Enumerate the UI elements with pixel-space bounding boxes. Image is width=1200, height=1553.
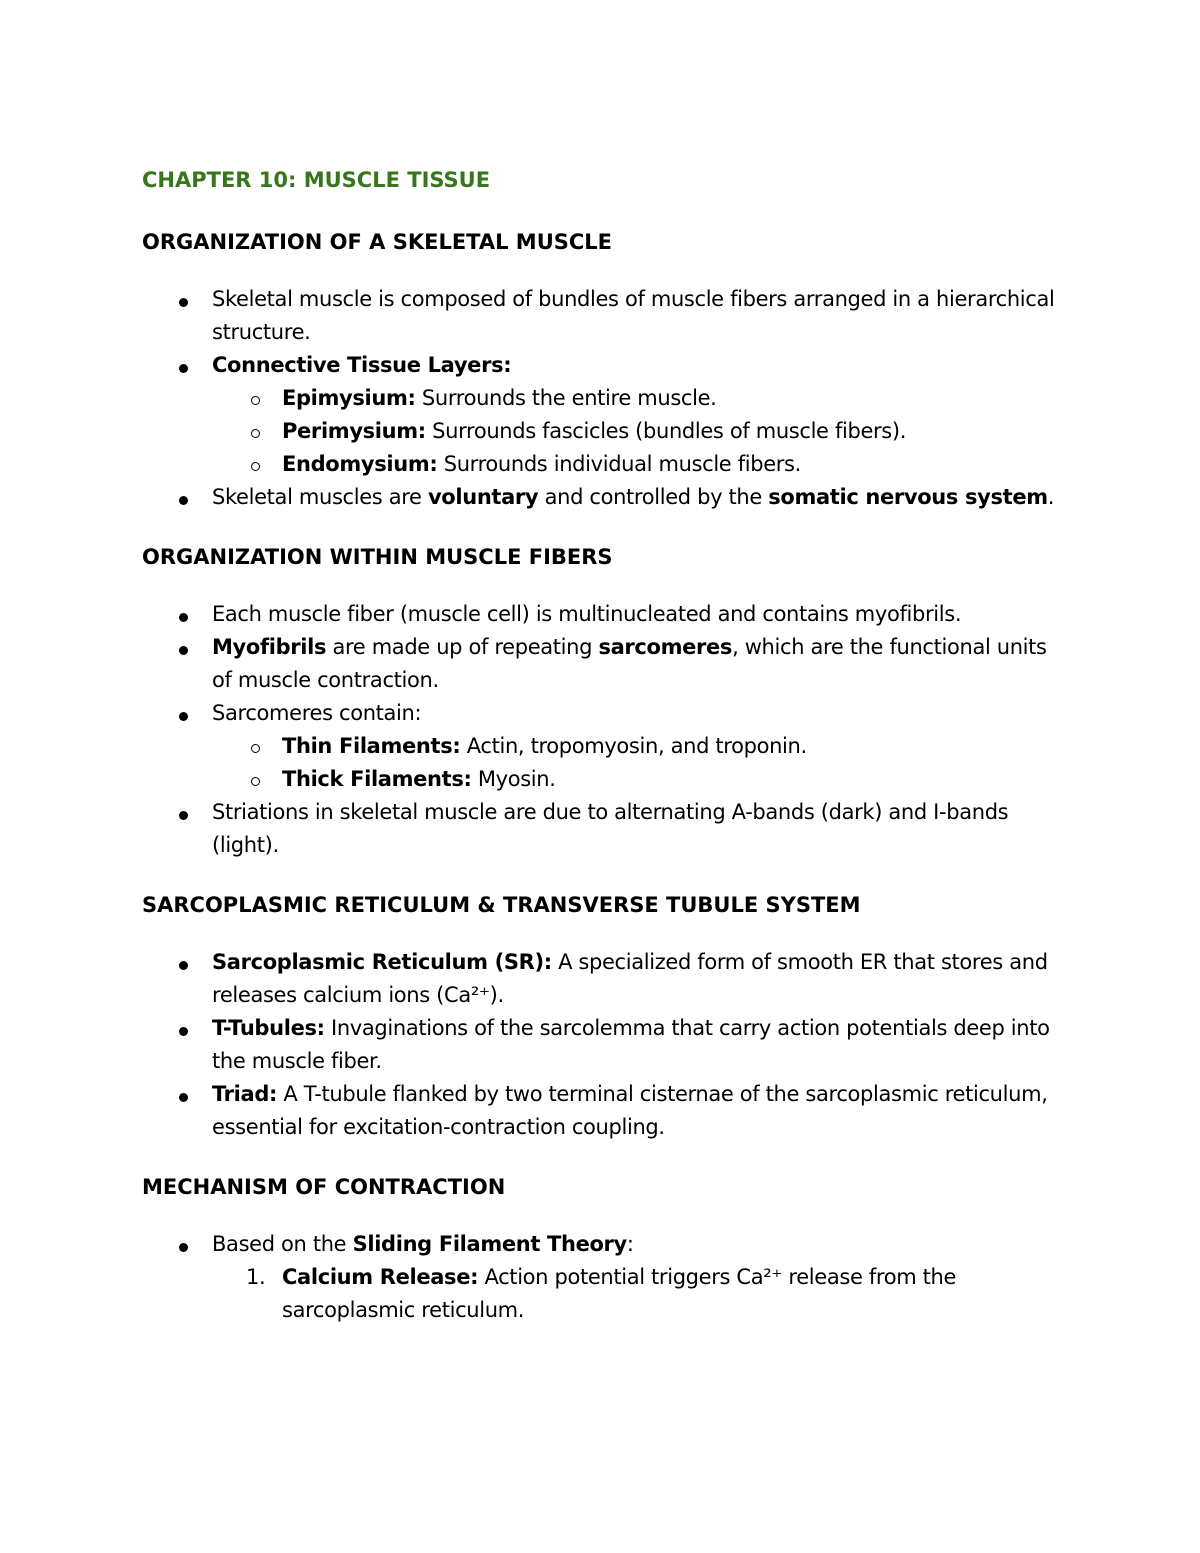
text-run: Skeletal muscles are <box>212 485 428 509</box>
bold-text: voluntary <box>427 485 539 509</box>
list-item <box>142 946 1072 1012</box>
bullet-icon <box>179 712 188 721</box>
hollow-bullet-icon <box>251 744 260 753</box>
text-run: A T-tubule flanked by two terminal cisternae of the sarcoplasmic reticulum, essential for excitation-contraction coupling. <box>212 1082 1048 1139</box>
text-run: . <box>1047 485 1055 509</box>
hollow-bullet-icon <box>251 429 260 438</box>
text-run: Surrounds individual muscle fibers. <box>437 452 801 476</box>
sublist-item <box>212 1261 1072 1327</box>
bold-text: Sarcoplasmic Reticulum (SR): <box>212 950 552 974</box>
sublist <box>212 730 1072 796</box>
section-heading: MECHANISM OF CONTRACTION <box>142 1175 506 1199</box>
sublist-item <box>212 448 1072 481</box>
sublist-item <box>212 763 1072 796</box>
text-run: Surrounds the entire muscle. <box>415 386 717 410</box>
text-run: Striations in skeletal muscle are due to alternating A-bands (dark) and I-bands (light). <box>212 800 1009 857</box>
bold-text: somatic nervous system <box>768 485 1048 509</box>
sublist-item <box>212 730 1072 763</box>
bullet-list <box>142 598 1072 862</box>
section-heading: ORGANIZATION OF A SKELETAL MUSCLE <box>142 230 613 254</box>
sublist-item <box>212 382 1072 415</box>
bullet-icon <box>179 496 188 505</box>
bold-text: Epimysium: <box>282 386 416 410</box>
list-item <box>142 697 1072 796</box>
bold-text: Myofibrils <box>212 635 327 659</box>
list-item <box>142 1012 1072 1078</box>
document-body <box>142 164 1072 1354</box>
bold-text: Thick Filaments: <box>282 767 472 791</box>
hollow-bullet-icon <box>251 396 260 405</box>
bullet-list <box>142 1228 1072 1327</box>
hollow-bullet-icon <box>251 462 260 471</box>
bold-text: T-Tubules: <box>212 1016 325 1040</box>
bullet-icon <box>179 646 188 655</box>
list-item <box>142 1228 1072 1327</box>
section-heading: ORGANIZATION WITHIN MUSCLE FIBERS <box>142 545 613 569</box>
bold-text: sarcomeres <box>598 635 733 659</box>
list-item <box>142 796 1072 862</box>
bullet-list <box>142 946 1072 1144</box>
text-run: and controlled by the <box>538 485 769 509</box>
bold-text: Perimysium: <box>282 419 426 443</box>
list-item <box>142 283 1072 349</box>
text-run: Invaginations of the sarcolemma that carry action potentials deep into the muscle fiber. <box>212 1016 1050 1073</box>
bullet-icon <box>179 298 188 307</box>
bullet-icon <box>179 364 188 373</box>
text-run: Actin, tropomyosin, and troponin. <box>460 734 807 758</box>
text-run: Surrounds fascicles (bundles of muscle fibers). <box>425 419 907 443</box>
list-item <box>142 481 1072 514</box>
bold-text: Sliding Filament Theory <box>352 1232 627 1256</box>
bullet-icon <box>179 1027 188 1036</box>
bold-text: Connective Tissue Layers: <box>212 353 512 377</box>
section-heading: SARCOPLASMIC RETICULUM & TRANSVERSE TUBULE SYSTEM <box>142 893 861 917</box>
list-item <box>142 631 1072 697</box>
text-run: Skeletal muscle is composed of bundles of muscle fibers arranged in a hierarchical structure. <box>212 287 1055 344</box>
text-run: Sarcomeres contain: <box>212 701 422 725</box>
text-run: , which are the functional units of muscle contraction. <box>212 635 1047 692</box>
text-run: Myosin. <box>471 767 556 791</box>
text-run: Based on the <box>212 1232 353 1256</box>
hollow-bullet-icon <box>251 777 260 786</box>
list-item <box>142 598 1072 631</box>
bold-text: Thin Filaments: <box>282 734 461 758</box>
bold-text: Endomysium: <box>282 452 438 476</box>
sublist <box>212 382 1072 481</box>
list-item <box>142 349 1072 481</box>
list-item <box>142 1078 1072 1144</box>
bullet-icon <box>179 1243 188 1252</box>
bullet-icon <box>179 1093 188 1102</box>
text-run: : <box>626 1232 634 1256</box>
bullet-icon <box>179 811 188 820</box>
bullet-icon <box>179 961 188 970</box>
chapter-title: CHAPTER 10: MUSCLE TISSUE <box>142 168 491 192</box>
bold-text: Triad: <box>212 1082 278 1106</box>
bold-text: Calcium Release: <box>282 1265 479 1289</box>
list-number: 1. <box>246 1265 266 1289</box>
numbered-sublist <box>212 1261 1072 1327</box>
text-run: A specialized form of smooth ER that stores and releases calcium ions (Ca²⁺). <box>212 950 1048 1007</box>
bullet-list <box>142 283 1072 514</box>
text-run: are made up of repeating <box>326 635 599 659</box>
bullet-icon <box>179 613 188 622</box>
text-run: Each muscle fiber (muscle cell) is multinucleated and contains myofibrils. <box>212 602 962 626</box>
sublist-item <box>212 415 1072 448</box>
text-run: Action potential triggers Ca²⁺ release from the sarcoplasmic reticulum. <box>282 1265 957 1322</box>
